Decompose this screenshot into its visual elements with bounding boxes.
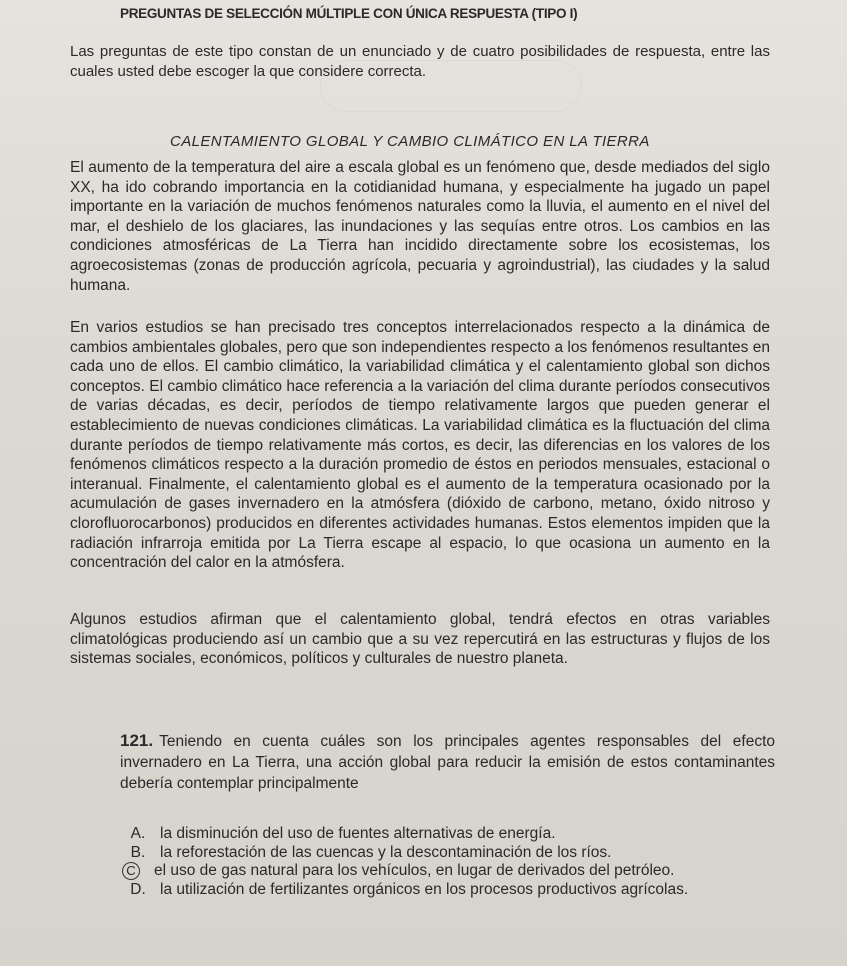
option-text: el uso de gas natural para los vehículos, en lugar de derivados del petróleo. [154, 862, 675, 879]
answer-options [120, 825, 800, 899]
section-header: PREGUNTAS DE SELECCIÓN MÚLTIPLE CON ÚNICA RESPUESTA (TIPO I) [120, 6, 578, 21]
option-text: la disminución del uso de fuentes alternativas de energía. [160, 825, 556, 842]
reading-paragraph-3: Algunos estudios afirman que el calentamiento global, tendrá efectos en otras variables climatológicas produciendo así un cambio que a su vez repercutirá en las estructuras y flujos de los sistemas sociales, económicos, políticos y culturales de nuestro planeta. [70, 611, 770, 668]
question-number: 121. [120, 731, 154, 750]
option-text: la utilización de fertilizantes orgánicos en los procesos productivos agrícolas. [160, 880, 689, 898]
reading-title: CALENTAMIENTO GLOBAL Y CAMBIO CLIMÁTICO EN LA TIERRA [170, 133, 650, 150]
instructions: Las preguntas de este tipo constan de un enunciado y de cuatro posibilidades de respuesta, entre las cuales usted debe escoger la que considere correcta. [70, 43, 770, 80]
question-stem [120, 730, 775, 794]
reading-paragraph-1: El aumento de la temperatura del aire a escala global es un fenómeno que, desde mediados del siglo XX, ha ido cobrando importancia en la cotidianidad humana, y especialmente ha jugado un papel importante en la variación de muchos fenómenos naturales como la lluvia, el aumento en el nivel del mar, el deshielo de los glaciares, las inundaciones y las sequías entre otros. Los cambios en las condiciones atmosféricas de La Tierra han incidido directamente sobre los ecosistemas, los agroecosistemas (zonas de producción agrícola, pecuaria y agroindustrial), las ciudades y la salud humana. [70, 159, 770, 294]
option-b[interactable] [120, 844, 800, 863]
option-d[interactable] [120, 881, 800, 900]
option-letter: A. [130, 825, 146, 842]
option-letter: D. [130, 880, 146, 898]
option-c[interactable] [120, 862, 800, 881]
option-letter: B. [130, 843, 146, 861]
option-a[interactable] [120, 825, 800, 844]
option-text: la reforestación de las cuencas y la descontaminación de los ríos. [160, 843, 612, 861]
question-text: Teniendo en cuenta cuáles son los principales agentes responsables del efecto invernadero en La Tierra, una acción global para reducir la emisión de estos contaminantes debería contemplar principalmente [120, 733, 775, 792]
selected-answer-circle: C [122, 862, 140, 880]
reading-paragraph-2: En varios estudios se han precisado tres conceptos interrelacionados respecto a la dinámica de cambios ambientales globales, pero que son independientes respecto a los fenómenos resultantes en cada uno de ellos. El cambio climático, la variabilidad climática y el calentamiento global son dichos conceptos. El cambio climático hace referencia a la variación del clima durante períodos consecutivos de varias décadas, es decir, períodos de tiempo relativamente largos que pueden generar el establecimiento de nuevas condiciones climáticas. La variabilidad climática es la fluctuación del clima durante períodos de tiempo relativamente más cortos, es decir, las diferencias en los valores de los fenómenos climáticos respecto a la duración promedio de éstos en periodos mensuales, estacional o interanual. Finalmente, el calentamiento global es el aumento de la temperatura ocasionado por la acumulación de gases invernadero en la atmósfera (dióxido de carbono, metano, óxido nitroso y clorofluorocarbonos) producidos en diferentes actividades humanas. Estos elementos impiden que la radiación infrarroja emitida por La Tierra escape al espacio, lo que ocasiona un aumento en la concentración del calor en la atmósfera. [70, 319, 770, 572]
